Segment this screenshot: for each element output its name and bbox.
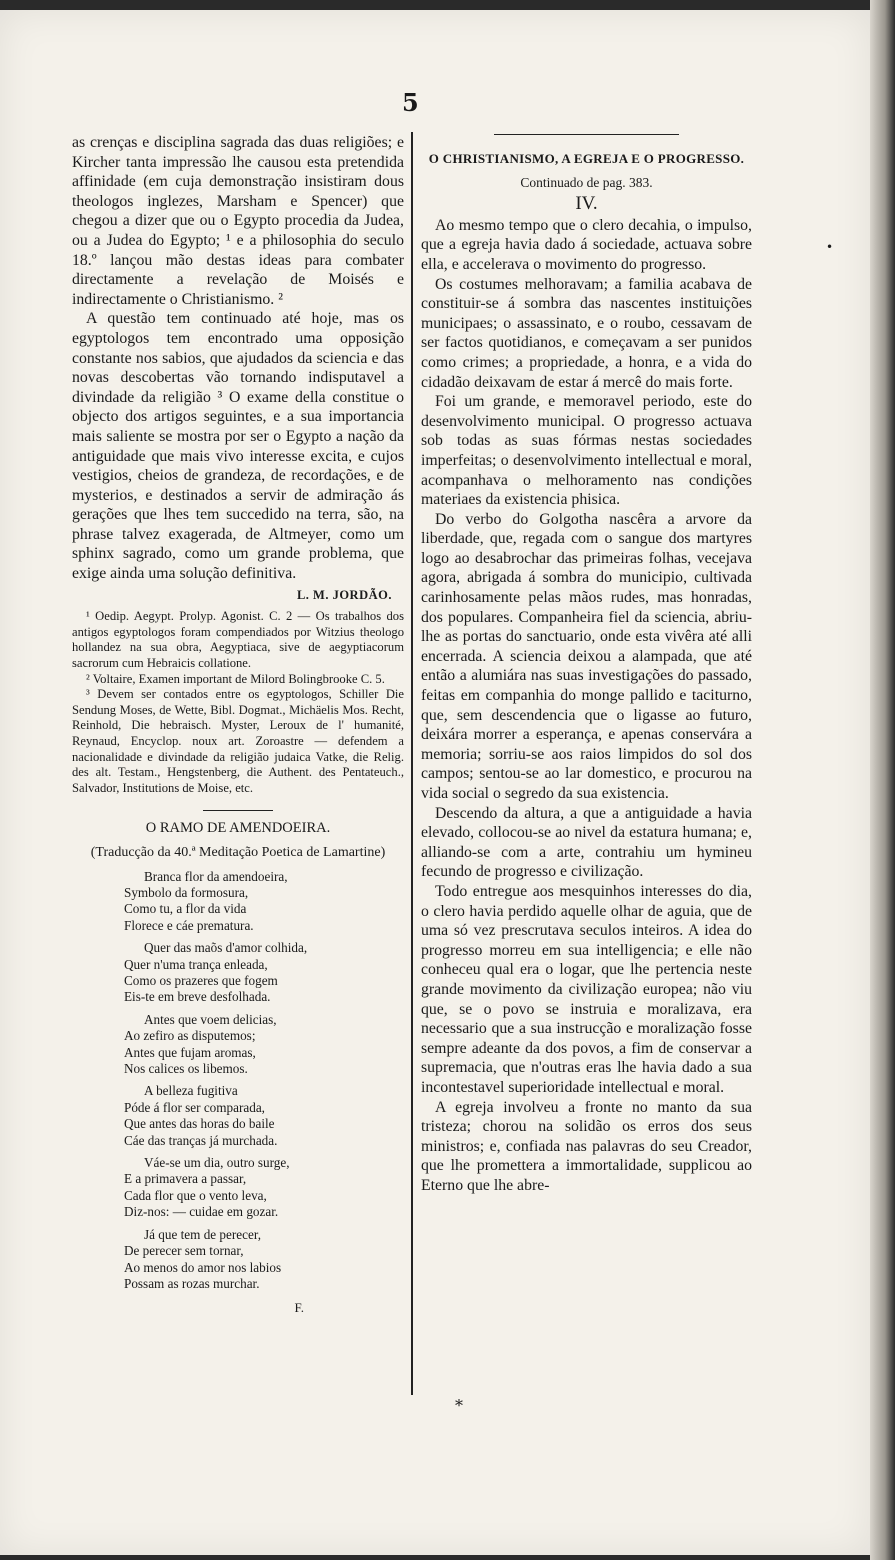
right-paragraph-4: Do verbo do Golgotha nascêra a arvore da liberdade, que, regada com o sangue dos martyres logo ao desabrochar das primeiras folhas, vecejava agora, abrigada á sombra do municipio, cultivada carinhosamente pelas mãos rudes, mas honradas, dos populares. Companheira fiel da sciencia, abriu-lhe as portas do sanctuario, onde esta vivêra até alli encerrada. A sciencia deixou a alampada, que até então a alumiára nas suas investigações do passado, feitas em companhia do monge pallido e taciturno, que, sem descendencia que o ligasse ao futuro, deixára morrer a esperança, e apenas conservára a memoria; sorriu-se aos raios limpidos do sol dos campos; sentou-se ao lar domestico, e procurou na vida social o segredo da sua existencia. <box>421 510 752 802</box>
right-paragraph-1: Ao mesmo tempo que o clero decahia, o impulso, que a egreja havia dado á sociedade, actuava sobre ella, e accelerava o movimento do progresso. <box>421 216 752 273</box>
poem-stanza <box>124 869 404 935</box>
margin-mark: • <box>826 240 834 254</box>
poem-line: Antes que voem delicias, <box>144 1011 277 1027</box>
article-heading: O CHRISTIANISMO, A EGREJA E O PROGRESSO. <box>428 151 745 166</box>
right-paragraph-5: Descendo da altura, a que a antiguidade a havia elevado, collocou-se ao nivel da estatura humana; e, alliando-se com a arte, contrahiu um hymineu fecundo de progresso e civilização. <box>421 804 752 881</box>
poem-line: Symbolo da formosura, <box>124 884 249 900</box>
poem-line: Já que tem de perecer, <box>144 1226 261 1242</box>
page-edge <box>870 0 895 1560</box>
poem-stanza <box>124 1227 404 1293</box>
article-signature: L. M. JORDÃO. <box>296 587 392 602</box>
poem-line: Quer das maõs d'amor colhida, <box>144 940 308 956</box>
poem-title: O RAMO DE AMENDOEIRA. <box>145 820 331 837</box>
poem-line: Nos calices os libemos. <box>124 1061 248 1077</box>
poem-line: Diz-nos: — cuidae em gozar. <box>124 1204 279 1220</box>
footnote-2: ² Voltaire, Examen important de Milord Bolingbrooke C. 5. <box>86 671 385 686</box>
right-paragraph-3: Foi um grande, e memoravel periodo, este do desenvolvimento municipal. O progresso actuava sob todas as suas fórmas nestas sociedades imperfeitas; o desenvolvimento intellectual e moral, acompanhava o melhoramento nas condições materiaes da existencia phisica. <box>421 393 752 509</box>
poem-line: Póde á flor ser comparada, <box>124 1099 265 1115</box>
poem-stanza <box>124 1083 404 1149</box>
poem-line: A belleza fugitiva <box>144 1083 238 1099</box>
poem-subtitle: (Traducção da 40.ª Meditação Poetica de Lamartine) <box>90 844 386 860</box>
right-paragraph-2: Os costumes melhoravam; a familia acabava de constituir-se á sombra das nascentes instituições municipaes; o assassinato, e o roubo, cessavam de ser factos quotidianos, e começavam a ser punidos como crimes; a propriedade, a honra, e a vida do cidadão deixavam de estar á mercê do mais forte. <box>421 275 752 391</box>
poem-line: Florece e cáe prematura. <box>124 917 254 933</box>
left-paragraph-2: A questão tem continuado até hoje, mas os egyptologos tem encontrado uma opposição constante nos sabios, que ajudados da sciencia e das novas descobertas vão tornando indisputavel a divindade da religião ³ O exame della constitue o objecto dos artigos seguintes, e a sua importancia mais saliente se mostra por ser o Egypto a nação da antiguidade que mais vivo interesse excita, e cujos vestigios, cheios de grandeza, de recordações, e de mysterios, e destinados a servir de admiração ás gerações que lhes tem succedido na terra, são, na phrase talvez exagerada, de Altmeyer, como um sphinx sagrado, como um grande problema, que exige ainda uma solução definitiva. <box>72 310 404 583</box>
right-paragraph-6: Todo entregue aos mesquinhos interesses do dia, o clero havia perdido aquelle olhar de aguia, que de uma só vez prescrutava seculos inteiros. A idea do progresso morreu em sua intelligencia; e elle não conheceu qual era o logar, que lhe pertencia neste grande movimento da civilização europea; não viu que, se o povo se instruia e moralizava, era necessario que a sua instrucção e moralização fosse sempre adeante da dos povos, a fim de conservar a supremacia, que n'outras eras lhe havia dado a sua incontestavel superioridade intellectual e moral. <box>421 882 752 1096</box>
poem-line: Váe-se um dia, outro surge, <box>144 1155 290 1171</box>
poem-signature: F. <box>294 1300 304 1316</box>
poem-stanza <box>124 940 404 1006</box>
poem-line: Possam as rozas murchar. <box>124 1275 260 1291</box>
poem-line: Ao zefiro as disputemos; <box>124 1028 256 1044</box>
poem-line: Cada flor que o vento leva, <box>124 1187 267 1203</box>
right-column <box>421 128 752 1195</box>
poem-line: Eis-te em breve desfolhada. <box>124 989 271 1005</box>
separator-rule <box>203 810 273 811</box>
left-paragraph-1: as crenças e disciplina sagrada das duas religiões; e Kircher tanta impressão lhe causou esta pretendida affinidade (em cuja demonstração insistiram dous theologos inglezes, Marsham e Spencer) que chegou a dizer que ou o Egypto procedia da Judea, ou a Judea do Egypto; ¹ e a philosophia do seculo 18.º lançou mão destas ideas para combater directamente a revelação de Moisés e indirectamente o Christianismo. ² <box>72 134 404 308</box>
footer-signature-mark: * <box>455 1396 463 1415</box>
poem-stanza <box>124 1155 404 1221</box>
poem-line: E a primavera a passar, <box>124 1171 247 1187</box>
poem <box>124 869 404 1293</box>
footnote-3: ³ Devem ser contados entre os egyptologos, Schiller Die Sendung Moses, de Wette, Bibl. Dogmat., Michäelis Mos. Recht, Reinhold, Die hebraisch. Myster, Leroux de l' humanité, Reynaud, Encyclop. noux art. Zoroastre — defendem a nacionalidade e divindade da religião judaica Vatke, die Relig. des alt. Testam., Hengstenberg, die Authent. des Pentateuch., Salvador, Institutions de Moise, etc. <box>72 687 404 795</box>
footnotes <box>72 609 404 796</box>
continued-note: Continuado de pag. 383. <box>520 174 653 190</box>
poem-line: Que antes das horas do baile <box>124 1116 275 1132</box>
right-paragraph-7: A egreja involveu a fronte no manto da sua tristeza; chorou na solidão os erros dos seus ministros; e, confiada nas palavras do seu Creador, que lhe promettera a immortalidade, supplicou ao Eterno que lhe abre- <box>421 1098 752 1194</box>
section-number: IV. <box>575 193 598 215</box>
header-rule <box>494 134 679 135</box>
poem-line: Quer n'uma trança enleada, <box>124 956 268 972</box>
poem-line: Cáe das tranças já murchada. <box>124 1132 278 1148</box>
poem-stanza <box>124 1012 404 1078</box>
poem-line: Como tu, a flor da vida <box>124 901 247 917</box>
column-divider <box>411 132 413 1395</box>
footnote-1: ¹ Oedip. Aegypt. Prolyp. Agonist. C. 2 — Os trabalhos dos antigos egyptologos foram compendiados por Witzius theologo hollandez na sua obra, Aegyptiaca, sive de aegyptiacorum sacrorum cum Hebraicis collatione. <box>72 609 404 671</box>
poem-line: Como os prazeres que fogem <box>124 973 278 988</box>
left-column <box>72 133 404 1318</box>
poem-line: De perecer sem tornar, <box>124 1243 244 1259</box>
page-number: 5 <box>402 88 419 117</box>
poem-line: Antes que fujam aromas, <box>124 1044 256 1060</box>
poem-line: Branca flor da amendoeira, <box>144 868 288 884</box>
poem-line: Ao menos do amor nos labios <box>124 1259 282 1275</box>
